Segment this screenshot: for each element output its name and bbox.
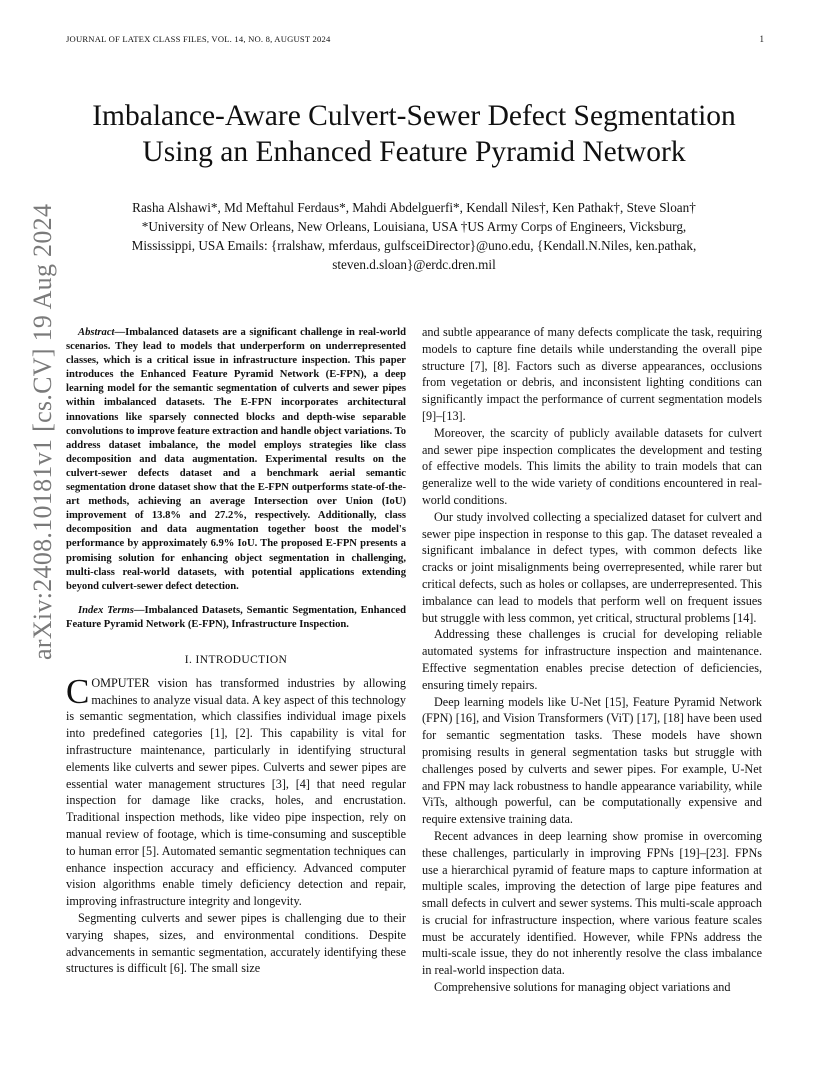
index-terms-text: —Imbalanced Datasets, Semantic Segmentation, Enhanced Feature Pyramid Network (E-FPN), Infrastructure Inspection.: [66, 604, 406, 630]
affiliation-line: *University of New Orleans, New Orleans, Louisiana, USA †US Army Corps of Engineers, Vicksburg,: [141, 219, 687, 234]
intro-paragraph-1-text: OMPUTER vision has transformed industries by allowing machines to analyze visual data. A key aspect of this technology is semantic segmentation, which classifies individual image pixels into predefined categories [1], [2]. This capability is vital for infrastructure maintenance, particularly in identifying structural elements like culverts and sewer pipes. Culverts and sewer pipes are essential water management structures [3], [4] that need regular inspection for damage like cracks, holes, and encrustation. Traditional inspection methods, like video pipe inspection, rely on manual review of footage, which is time-consuming and susceptible to human error [5]. Automated semantic segmentation techniques can enhance inspection accuracy and efficiency. Advanced computer vision algorithms enable timely deficiency detection and repair, improving infrastructure integrity and longevity.: [66, 675, 406, 909]
abstract-label: Abstract: [78, 327, 115, 338]
right-column: [422, 324, 762, 996]
body-paragraph-4: Addressing these challenges is crucial for developing reliable automated systems for infrastructure inspection and maintenance. Effective segmentation enables precise detection of deficiencies, ensuring timely repairs.: [422, 627, 762, 692]
email-line: Mississippi, USA Emails: {rralshaw, mferdaus, gulfsceiDirector}@uno.edu, {Kendall.N.Niles, ken.pathak,: [131, 238, 697, 253]
body-paragraph-1: and subtle appearance of many defects complicate the task, requiring models to capture fine details while understanding the overall pipe structure [7], [8]. Factors such as diverse appearances, occlusions from vegetation or debris, and inconsistent lighting conditions can significantly impact the performance of current segmentation models [9]–[13].: [422, 325, 762, 423]
email-line-continued: steven.d.sloan}@erdc.dren.mil: [332, 257, 496, 272]
body-paragraph-7: Comprehensive solutions for managing object variations and: [434, 980, 731, 995]
running-header: JOURNAL OF LATEX CLASS FILES, VOL. 14, NO. 8, AUGUST 2024: [66, 34, 331, 44]
section-heading-introduction: I. INTRODUCTION: [184, 653, 288, 666]
paper-title: Imbalance-Aware Culvert-Sewer Defect Segmentation Using an Enhanced Feature Pyramid Network: [92, 99, 736, 168]
abstract-text: —Imbalanced datasets are a significant challenge in real-world scenarios. They lead to models that underperform on underrepresented classes, which is a critical issue in infrastructure inspection. This paper introduces the Enhanced Feature Pyramid Network (E-FPN), a deep learning model for the semantic segmentation of culverts and sewer pipes within imbalanced datasets. The E-FPN incorporates architectural innovations like sparsely connected blocks and depth-wise separable convolutions to improve feature extraction and handle object variations. To address dataset imbalance, the model employs strategies like class decomposition and data augmentation. Experimental results on the culvert-sewer defects dataset and a benchmark aerial semantic segmentation drone dataset show that the E-FPN outperforms state-of-the-art methods, achieving an average Intersection over Union (IoU) improvement of 13.8% and 27.2%, respectively. Additionally, class decomposition and data augmentation together boost the model's performance by approximately 6.9% IoU. The proposed E-FPN presents a promising solution for enhancing object segmentation in challenging, multi-class real-world datasets, with potential applications extending beyond culvert-sewer defect detection.: [66, 327, 406, 592]
arxiv-identifier[interactable]: arXiv:2408.10181v1 [cs.CV] 19 Aug 2024: [28, 203, 57, 660]
body-paragraph-5: Deep learning models like U-Net [15], Feature Pyramid Network (FPN) [16], and Vision Transformers (ViT) [17], [18] have been used for semantic segmentation tasks. These models have shown promising results in general segmentation tasks but struggle with challenges posed by culverts and sewer pipes. For example, U-Net and FPN may lack robustness to handle appearance variability, while ViTs, although powerful, can be computationally expensive and require extensive training data.: [422, 694, 762, 827]
abstract: [66, 326, 406, 594]
body-paragraph-3: Our study involved collecting a specialized dataset for culvert and sewer pipe inspection in response to this gap. The dataset revealed a significant imbalance in defect types, with common defects like cracks or joint misalignments being overrepresented, while rarer but critical defects, such as holes or collapses, are underrepresented. This imbalance can lead to models that perform well on frequent issues but struggle with less common, yet critical, structural problems [14].: [422, 509, 762, 625]
author-names: Rasha Alshawi*, Md Meftahul Ferdaus*, Mahdi Abdelguerfi*, Kendall Niles†, Ken Pathak†, Steve Sloan†: [132, 200, 696, 215]
author-block: [70, 198, 758, 274]
page-number: 1: [759, 34, 764, 44]
index-terms-label: Index Terms: [78, 604, 134, 616]
left-column: [66, 326, 406, 977]
body-paragraph-6: Recent advances in deep learning show promise in overcoming these challenges, particularly in improving FPNs [19]–[23]. FPNs use a hierarchical pyramid of feature maps to capture information at multiple scales, improving the detection of large pipe features and small defects in culvert and sewer systems. This multi-scale approach is crucial for infrastructure inspection, where various feature scales must be accurately identified. However, while FPNs address the multi-scale issue, they do not inherently resolve the class imbalance in real-world inspection data.: [422, 828, 762, 978]
intro-paragraph-2: Segmenting culverts and sewer pipes is challenging due to their varying shapes, sizes, and environmental conditions. Despite advancements in semantic segmentation, accurately identifying these structures is difficult [6]. The small size: [66, 910, 406, 976]
index-terms: [66, 604, 406, 632]
drop-cap: C: [66, 671, 90, 711]
intro-paragraph-1: [66, 671, 406, 910]
body-paragraph-2: Moreover, the scarcity of publicly available datasets for culvert and sewer pipe inspection complicates the development and testing of effective models. This limits the ability to train models that can generalize well to the wide variety of conditions encountered in real-world conditions.: [422, 425, 762, 507]
